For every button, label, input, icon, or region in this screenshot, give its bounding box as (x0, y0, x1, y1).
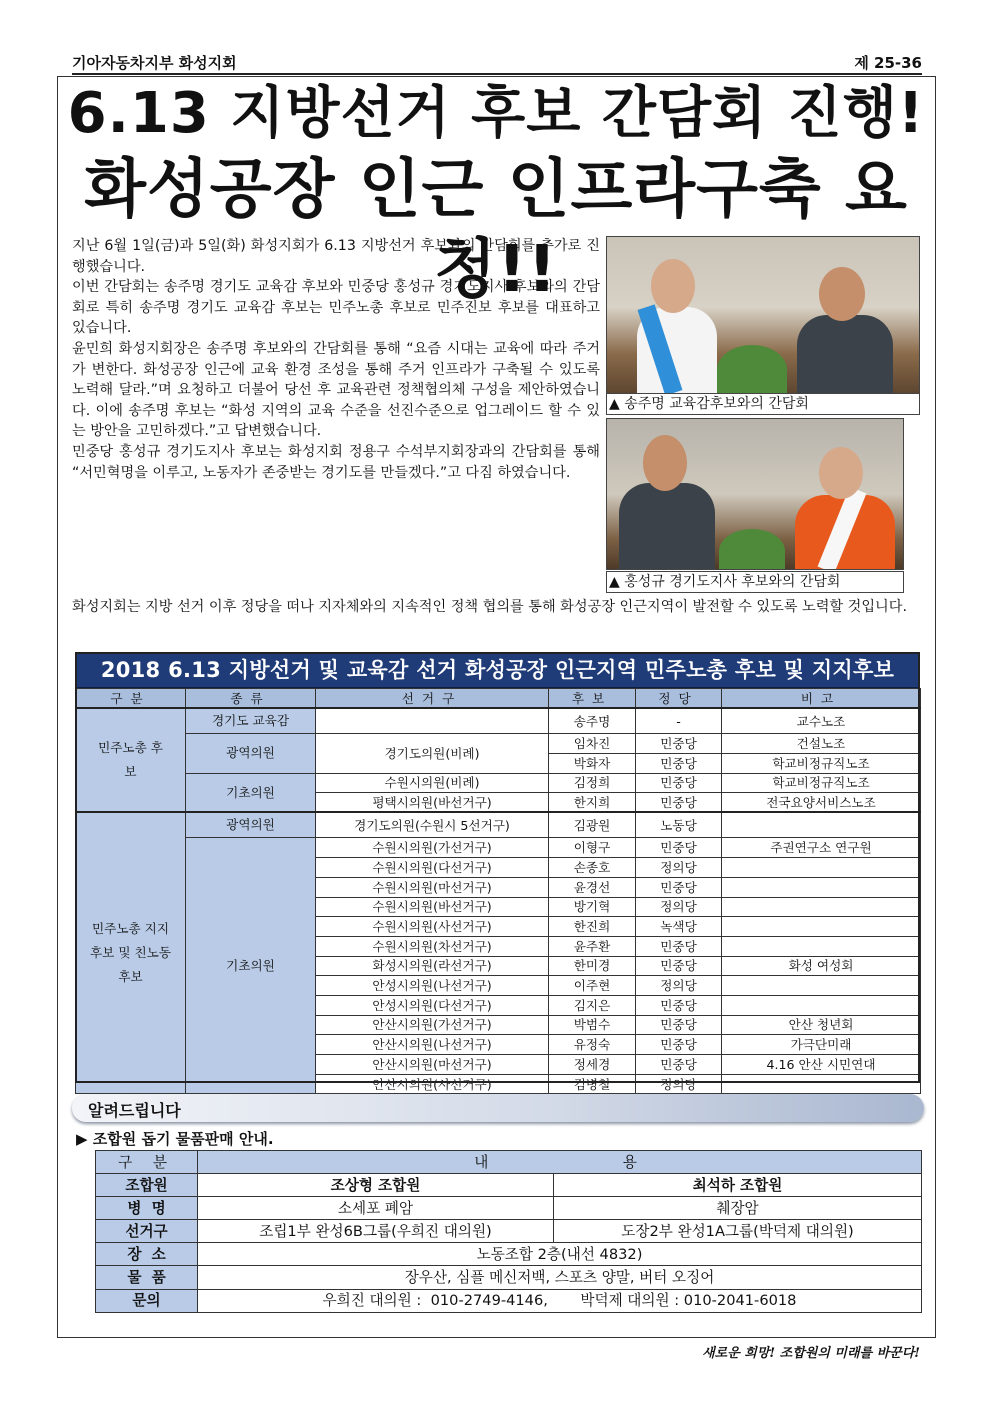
notice-banner (72, 1094, 924, 1122)
person-head (651, 259, 695, 313)
table-row (96, 1220, 922, 1243)
member-cell: 최석하 조합원 (554, 1174, 922, 1197)
party-cell: 녹색당 (636, 917, 722, 937)
candidate-cell: 한지희 (549, 793, 636, 813)
disease-cell: 췌장암 (554, 1197, 922, 1220)
page-header (72, 50, 922, 76)
note-cell (722, 1074, 921, 1094)
table-row (76, 773, 921, 793)
column-header: 정당 (636, 689, 722, 709)
note-cell: 전국요양서비스노조 (722, 793, 921, 813)
table-row (96, 1197, 922, 1220)
party-cell: 민중당 (636, 877, 722, 897)
plant-decor (717, 345, 787, 394)
type-cell: 광역의원 (186, 734, 316, 773)
candidate-cell: 정세경 (549, 1055, 636, 1075)
candidates-table-title: 2018 6.13 지방선거 및 교육감 선거 화성공장 인근지역 민주노총 후보 및 지지후보 (75, 652, 920, 688)
candidate-cell: 박화자 (549, 753, 636, 773)
row-label: 병 명 (96, 1197, 198, 1220)
candidate-cell: 이형구 (549, 838, 636, 858)
note-cell: 안산 청년회 (722, 1015, 921, 1035)
candidate-cell: 송주명 (549, 708, 636, 734)
plant-decor (719, 529, 785, 570)
table-row (96, 1266, 922, 1289)
district-cell: 수원시의원(가선거구) (316, 838, 549, 858)
candidate-cell: 김지은 (549, 995, 636, 1015)
contact-cell: 우희진 대의원 : 010-2749-4146, 박덕제 대의원 : 010-2041-6018 (198, 1289, 922, 1312)
photo-caption: ▲ 홍성규 경기도지사 후보와의 간담회 (606, 571, 904, 593)
footer-slogan: 새로운 희망! 조합원의 미래를 바꾼다! (702, 1346, 920, 1361)
note-cell: 4.16 안산 시민연대 (722, 1055, 921, 1075)
party-cell: 민중당 (636, 773, 722, 793)
column-header: 후보 (549, 689, 636, 709)
party-cell: 정의당 (636, 1074, 722, 1094)
party-cell: 민중당 (636, 734, 722, 754)
district-cell: 수원시의원(다선거구) (316, 858, 549, 878)
district-cell: 경기도의원(수원시 5선거구) (316, 812, 549, 838)
candidate-cell: 윤경선 (549, 877, 636, 897)
column-header: 내 용 (198, 1151, 922, 1174)
note-cell (722, 897, 921, 917)
table-row (76, 708, 921, 734)
column-header: 선거구 (316, 689, 549, 709)
district-cell: 안성시의원(다선거구) (316, 995, 549, 1015)
note-cell (722, 877, 921, 897)
article-paragraph: 윤민희 화성지회장은 송주명 후보와의 간담회를 통해 “요즘 시대는 교육에 따라 주거가 변한다. 화성공장 인근에 교육 환경 조성을 통해 주거 인프라가 구축될 수 있도록 노력해 달라.”며 요청하고 더불어 당선 후 교육관련 정책협의체 구성을 제안하였습니다. 이에 송주명 후보는 “화성 지역의 교육 수준을 선진수준으로 업그레이드 할 수 있는 방안을 고민하겠다.”고 답변했습니다. (72, 340, 600, 440)
meeting-photo-governor (606, 418, 904, 570)
candidate-cell: 한미경 (549, 956, 636, 976)
candidate-cell: 김광원 (549, 812, 636, 838)
note-cell: 학교비정규직노조 (722, 753, 921, 773)
type-cell: 광역의원 (186, 812, 316, 838)
row-label: 장 소 (96, 1243, 198, 1266)
district-cell: 경기도의원(비례) (316, 734, 549, 773)
table-row (76, 838, 921, 858)
candidate-cell: 방기혁 (549, 897, 636, 917)
table-row (96, 1174, 922, 1197)
row-label: 조합원 (96, 1174, 198, 1197)
candidate-cell: 이주현 (549, 976, 636, 996)
candidate-cell: 손종호 (549, 858, 636, 878)
article-body (72, 236, 600, 483)
table-row (96, 1289, 922, 1312)
sale-subheading: ▶ 조합원 돕기 물품판매 안내. (76, 1130, 274, 1148)
note-cell (722, 976, 921, 996)
table-row (96, 1243, 922, 1266)
district-cell: 조립1부 완성6B그룹(우희진 대의원) (198, 1220, 554, 1243)
party-cell: 정의당 (636, 858, 722, 878)
issue-number: 제 25-36 (854, 54, 922, 72)
candidate-cell: 김정희 (549, 773, 636, 793)
row-label: 선거구 (96, 1220, 198, 1243)
note-cell (722, 917, 921, 937)
table-header-row (76, 689, 921, 709)
person-head (819, 447, 863, 499)
type-cell: 경기도 교육감 (186, 708, 316, 734)
district-cell: 안성시의원(나선거구) (316, 976, 549, 996)
note-cell (722, 995, 921, 1015)
column-header: 비고 (722, 689, 921, 709)
district-cell: 안산시의원(마선거구) (316, 1055, 549, 1075)
district-cell: 수원시의원(비례) (316, 773, 549, 793)
column-header: 구 분 (96, 1151, 198, 1174)
party-cell: 민중당 (636, 1035, 722, 1055)
party-cell: 노동당 (636, 812, 722, 838)
meeting-photo-education (606, 236, 920, 394)
headline-line2: 화성공장 인근 인프라구축 요청!! (84, 153, 908, 307)
note-cell: 건설노조 (722, 734, 921, 754)
district-cell: 안산시의원(가선거구) (316, 1015, 549, 1035)
district-cell (316, 708, 549, 734)
person-head (819, 267, 865, 321)
goods-cell: 장우산, 심플 메신저백, 스포츠 양말, 버터 오징어 (198, 1266, 922, 1289)
district-cell: 수원시의원(사선거구) (316, 917, 549, 937)
candidate-cell: 한진희 (549, 917, 636, 937)
party-cell: 민중당 (636, 995, 722, 1015)
article-paragraph: 민중당 홍성규 경기도지사 후보는 화성지회 정용구 수석부지회장과의 간담회를 통해 “서민혁명을 이루고, 노동자가 존중받는 경기도를 만들겠다.”고 다짐 하였습니다. (72, 443, 600, 481)
type-cell: 기초의원 (186, 773, 316, 812)
table-row (76, 812, 921, 838)
category-cell: 민주노총 지지후보 및 친노동후보 (76, 812, 186, 1093)
district-cell: 화성시의원(라선거구) (316, 956, 549, 976)
district-cell: 수원시의원(마선거구) (316, 877, 549, 897)
party-cell: 민중당 (636, 753, 722, 773)
party-cell: 민중당 (636, 936, 722, 956)
party-cell: 정의당 (636, 897, 722, 917)
party-cell: 민중당 (636, 1015, 722, 1035)
candidate-cell: 박범수 (549, 1015, 636, 1035)
district-cell: 수원시의원(바선거구) (316, 897, 549, 917)
candidate-cell: 유정숙 (549, 1035, 636, 1055)
party-cell: 민중당 (636, 838, 722, 858)
party-cell: 정의당 (636, 976, 722, 996)
disease-cell: 소세포 폐암 (198, 1197, 554, 1220)
column-header: 종류 (186, 689, 316, 709)
organization-name: 기아자동차지부 화성지회 (72, 54, 237, 72)
person-head (643, 435, 687, 491)
table-row (76, 734, 921, 754)
district-cell: 평택시의원(바선거구) (316, 793, 549, 813)
note-cell: 가극단미래 (722, 1035, 921, 1055)
column-header: 구분 (76, 689, 186, 709)
place-cell: 노동조합 2층(내선 4832) (198, 1243, 922, 1266)
article-paragraph: 지난 6월 1일(금)과 5일(화) 화성지회가 6.13 지방선거 후보와의 간담회를 추가로 진행했습니다. (72, 238, 600, 275)
category-cell: 민주노총 후보 (76, 708, 186, 812)
district-cell: 도장2부 완성1A그룹(박덕제 대의원) (554, 1220, 922, 1243)
candidate-cell: 임차진 (549, 734, 636, 754)
headline-line1: 6.13 지방선거 후보 간담회 진행! (67, 81, 925, 146)
notice-label: 알려드립니다 (88, 1101, 181, 1120)
note-cell (722, 812, 921, 838)
photo-caption: ▲ 송주명 교육감후보와의 간담회 (606, 394, 920, 415)
party-cell: - (636, 708, 722, 734)
district-cell: 수원시의원(차선거구) (316, 936, 549, 956)
district-cell: 안산시의원(나선거구) (316, 1035, 549, 1055)
note-cell: 화성 여성회 (722, 956, 921, 976)
table-header-row (96, 1151, 922, 1174)
note-cell: 학교비정규직노조 (722, 773, 921, 793)
row-label: 물 품 (96, 1266, 198, 1289)
member-cell: 조상형 조합원 (198, 1174, 554, 1197)
note-cell: 교수노조 (722, 708, 921, 734)
party-cell: 민중당 (636, 793, 722, 813)
person-figure (797, 315, 893, 394)
header-rule (72, 73, 922, 75)
article-conclusion: 화성지회는 지방 선거 이후 정당을 떠나 지자체와의 지속적인 정책 협의를 통해 화성공장 인근지역이 발전할 수 있도록 노력할 것입니다. (72, 599, 907, 615)
party-cell: 민중당 (636, 1055, 722, 1075)
note-cell: 주권연구소 연구원 (722, 838, 921, 858)
article-paragraph: 이번 간담회는 송주명 경기도 교육감 후보와 민중당 홍성규 경기도지사 후보와의 간담회로 특히 송주명 경기도 교육감 후보는 민주노총 후보로 민주진보 후보를 대표하고 있습니다. (72, 279, 600, 337)
person-figure (619, 483, 715, 570)
sale-info-table (95, 1150, 922, 1313)
note-cell (722, 858, 921, 878)
district-cell: 안산시의원(사선거구) (316, 1074, 549, 1094)
party-cell: 민중당 (636, 956, 722, 976)
note-cell (722, 936, 921, 956)
candidate-cell: 김병철 (549, 1074, 636, 1094)
candidate-cell: 윤주환 (549, 936, 636, 956)
type-cell: 기초의원 (186, 838, 316, 1094)
candidates-table (75, 688, 921, 1094)
row-label: 문의 (96, 1289, 198, 1312)
